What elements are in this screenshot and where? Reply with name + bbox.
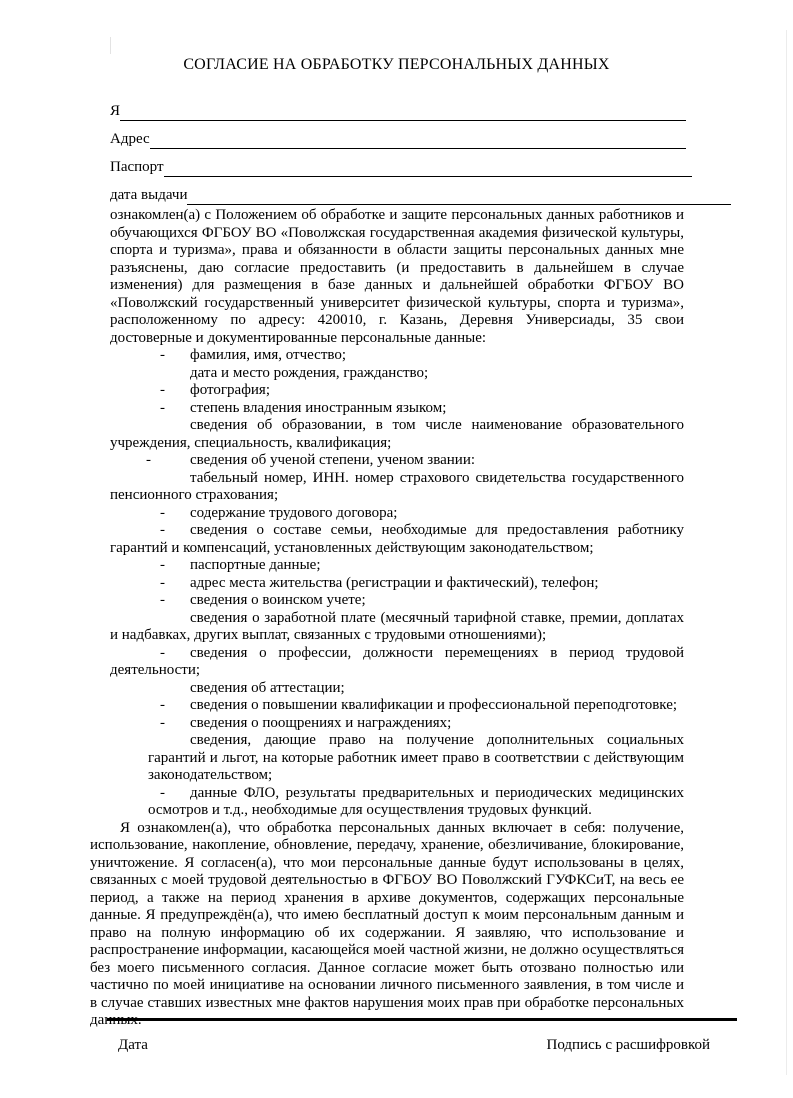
- page-edge-mark: [110, 37, 111, 54]
- signature-label: Подпись с расшифровкой: [546, 1037, 710, 1053]
- personal-data-item: дата и место рождения, гражданство;: [190, 364, 429, 381]
- list-dash-marker: -: [160, 557, 165, 573]
- document-title: СОГЛАСИЕ НА ОБРАБОТКУ ПЕРСОНАЛЬНЫХ ДАННЫХ: [183, 56, 610, 73]
- field-row-issue-date: [110, 177, 731, 205]
- field-label-address: Адрес: [110, 131, 150, 147]
- personal-data-item: - сведения об ученой степени, ученом звании:: [146, 452, 476, 468]
- field-blank-line-name: [120, 104, 686, 121]
- personal-data-item: сведения об аттестации;: [190, 679, 345, 696]
- field-label-name: Я: [110, 103, 121, 119]
- personal-data-item: - фотография;: [160, 382, 271, 398]
- personal-data-item: - сведения о повышении квалификации и профессиональной переподготовке;: [160, 697, 678, 713]
- field-row-address: [110, 121, 686, 149]
- personal-data-item: - сведения о воинском учете;: [160, 592, 366, 608]
- personal-data-list: [110, 347, 684, 820]
- page-right-edge: [786, 30, 787, 1075]
- personal-data-item: сведения о заработной плате (месячный тарифной ставке, премии, доплатах и надбавках, других выплат, связанных с трудовыми отношениями);: [110, 609, 684, 643]
- form-fields: [110, 93, 731, 205]
- list-dash-marker: -: [160, 714, 165, 731]
- personal-data-item: сведения, дающие право на получение дополнительных социальных гарантий и льгот, на которые работник имеет право в соответствии с действующим законодательством;: [148, 732, 684, 783]
- list-dash-marker: -: [160, 784, 165, 801]
- personal-data-item: - адрес места жительства (регистрации и фактический), телефон;: [160, 574, 599, 591]
- field-blank-line-passport: [164, 160, 692, 177]
- list-dash-marker: -: [160, 347, 165, 363]
- personal-data-item: табельный номер, ИНН. номер страхового свидетельства государственного пенсионного страхования;: [110, 469, 684, 503]
- personal-data-item: - сведения о поощрениях и награждениях;: [160, 714, 452, 731]
- list-dash-marker: -: [160, 697, 165, 713]
- list-dash-marker: -: [160, 592, 165, 608]
- personal-data-item: - сведения о составе семьи, необходимые для предоставления работнику гарантий и компенсаций, установленных действующим законодательством;: [110, 522, 684, 556]
- field-row-name: [110, 93, 686, 121]
- field-label-issue-date: дата выдачи: [110, 187, 188, 203]
- personal-data-item: - степень владения иностранным языком;: [160, 399, 447, 416]
- personal-data-item: - фамилия, имя, отчество;: [160, 347, 347, 363]
- list-dash-marker: -: [146, 452, 151, 468]
- personal-data-item: - содержание трудового договора;: [160, 504, 398, 521]
- personal-data-item: - паспортные данные;: [160, 557, 321, 573]
- personal-data-item: - сведения о профессии, должности перемещениях в период трудовой деятельности;: [110, 644, 684, 678]
- field-blank-line-address: [150, 132, 686, 149]
- field-row-passport: [110, 149, 692, 177]
- list-dash-marker: -: [160, 644, 165, 661]
- personal-data-item: - данные ФЛО, результаты предварительных и периодических медицинских осмотров и т.д., необходимые для осуществления трудовых функций.: [148, 784, 684, 818]
- list-dash-marker: -: [160, 399, 165, 416]
- list-dash-marker: -: [160, 522, 165, 538]
- list-dash-marker: -: [160, 574, 165, 591]
- signature-footer: [107, 1018, 737, 1055]
- signature-footer-row: [107, 1021, 737, 1055]
- list-dash-marker: -: [160, 382, 165, 398]
- closing-paragraph: Я ознакомлен(а), что обработка персональных данных включает в себя: получение, использование, накопление, обновление, передачу, хранение, обезличивание, блокирование, уничтожение. Я согласен(а), что мои персональные данные будут использованы в целях, связанных с моей трудовой деятельностью в ФГБОУ ВО Поволжский ГУФКСиТ, на весь ее период, а также на период хранения в архиве документов, содержащих персональные данные. Я предупреждён(а), что имею бесплатный доступ к моим персональным данным и право на полную информацию об их содержании. Я заявляю, что использование и распространение информации, касающейся моей частной жизни, не должно осуществляться без моего письменного согласия. Данное согласие может быть отозвано полностью или частично по моей инициативе на основании личного письменного заявления, в том числе и в случае ставших известных мне фактов нарушения моих прав при обработке персональных данных.: [90, 819, 684, 1028]
- field-blank-line-issue-date: [187, 188, 731, 205]
- personal-data-item: сведения об образовании, в том числе наименование образовательного учреждения, специальность, квалификация;: [110, 417, 684, 451]
- list-dash-marker: -: [160, 504, 165, 521]
- date-label: Дата: [118, 1037, 148, 1053]
- field-label-passport: Паспорт: [110, 159, 164, 175]
- intro-paragraph: ознакомлен(а) с Положением об обработке и защите персональных данных работников и обучающихся ФГБОУ ВО «Поволжская государственная академия физической культуры, спорта и туризма», права и обязанности в области защиты персональных данных мне разъяснены, даю согласие предоставить (и предоставить в дальнейшем в случае изменения) для размещения в базе данных и дальнейшей обработки ФГБОУ ВО «Поволжский государственный университет физической культуры, спорта и туризма», расположенному по адресу: 420010, г. Казань, Деревня Универсиады, 35 свои достоверные и документированные персональные данные:: [110, 207, 684, 346]
